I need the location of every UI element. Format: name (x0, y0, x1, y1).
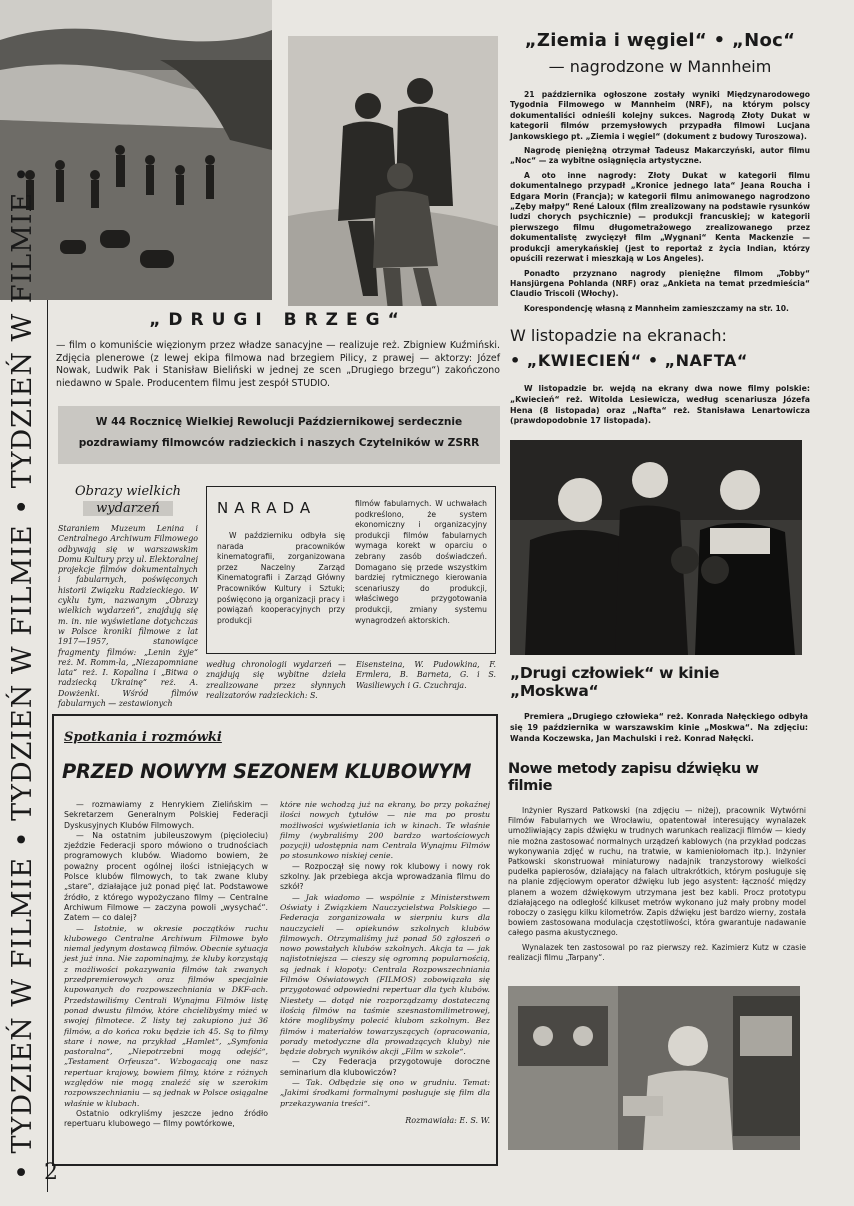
photo-engineer-patkowski (508, 986, 800, 1150)
spotkania-column-1 (64, 800, 268, 1130)
sidebar-tydzien-w-filmie (0, 165, 48, 1192)
listopad-text: W listopadzie br. wejdą na ekrany dwa nowe filmy polskie: „Kwiecień“ reż. Witolda Lesiewicza, według scenariusza Józefa Hena (8 listopada) oraz „Nafta“ reż. Stanisława Lenartowicza (prawdopodobnie 17 listopada). (510, 384, 810, 426)
spotkania-paragraph: — Czy Federacja przygotowuje doroczne seminarium dla klubowiczów? (280, 1057, 490, 1077)
narada-column-1: W październiku odbyła się narada pracowników kinematografii, zorganizowana przez Naczelny Zarząd Kinematografii i Zarząd Główny Pracowników Kultury i Sztuki; poświęcono ją organizacji pracy i powiązań kooperacyjnych przy produkcji (217, 531, 345, 625)
drugi-brzeg-section (56, 310, 500, 390)
obrazy-article (58, 484, 198, 709)
mannheim-correspondence-note: Korespondencję własną z Mannheim zamieszczamy na str. 10. (524, 303, 789, 313)
sidebar-vertical-text: • TYDZIEŃ W FILMIE • TYDZIEŃ W FILMIE • TYDZIEŃ W FILMIE • (7, 165, 38, 1180)
obrazy-continuation: według chronologii wydarzeń — znajdują się wybitne dzieła zrealizowane przez słynnych realizatorów radzieckich: S. (206, 660, 346, 700)
photo-film-crew-riverbank (0, 0, 272, 300)
zapis-paragraph: Inżynier Ryszard Patkowski (na zdjęciu — niżej), pracownik Wytwórni Filmów Fabularnych we Wrocławiu, opatentował interesujący wynalazek umożliwiający zapis dźwięku w trudnych warunkach realizacji filmów — kiedy nie można zastosować normalnych urządzeń kablowych (na przykład podczas wykonywania zdjęć w ruchu, na tratwie, w kamieniołomach itp.). Inżynier Patkowski skonstruował miniaturowy nadajnik tranzystorowy wielkości pudełka papierosów, działający na falach ultrakrótkich, którym posługuje się na planie zdjęciowym operator dźwięku lub jego asystent: łączność między planem a wozem dźwiękowym utrzymana jest bez kabli. Procz prototypu działającego na odległość kilkuset metrów wykonano już mały probny model roboczy o zasięgu kilku kilometrów. Zapis dźwięku jest bardzo wierny, została bowiem zastosowana modulacja częstotliwości, która gwarantuje nadawanie całego pasma akustycznego. (508, 806, 806, 938)
drugi-czlowiek-text: Premiera „Drugiego człowieka“ reż. Konrada Nałęckiego odbyła się 19 października w warszawskim kinie „Moskwa“. Na zdjęciu: Wanda Koczewska, Jan Machulski i reż. Konrad Nałęcki. (510, 712, 808, 743)
spotkania-column-2 (280, 800, 490, 1126)
photo-engineer-image (508, 986, 800, 1150)
listopad-heading: W listopadzie na ekranach: (510, 326, 727, 345)
listopad-title: • „KWIECIEŃ“ • „NAFTA“ (510, 351, 748, 370)
drugi-czlowiek-title: „Drugi człowiek“ w kinie „Moskwa“ (510, 664, 720, 700)
mannheim-paragraph: Nagrodę pieniężną otrzymał Tadeusz Makarczyński, autor filmu „Noc“ — za wybitne osiągnięcia artystyczne. (510, 146, 810, 166)
photo-actors-scene (288, 36, 498, 306)
spotkania-paragraph: Ostatnio odkryliśmy jeszcze jedno źródło repertuaru klubowego — filmy powtórkowe, (64, 1108, 268, 1129)
photo-premiere-image (510, 440, 802, 655)
spotkania-paragraph: — Rozpoczął się nowy rok klubowy i nowy rok szkolny. Jak przebiega akcja wprowadzania filmu do szkół? (280, 861, 490, 892)
zapis-dzwieku-article (508, 760, 806, 963)
narada-column-2: filmów fabularnych. W uchwałach podkreślono, że system ekonomiczny i organizacyjny produkcji filmów fabularnych wymaga korekt w oparciu o zebrany zasób doświadczeń. Domagano się przede wszystkim bardziej rytmicznego kierowania scenariuszy do produkcji, właściwego przygotowania produkcji, zmiany systemu wynagrodzeń aktorskich. (355, 499, 487, 625)
mannheim-paragraph: 21 października ogłoszone zostały wyniki Międzynarodowego Tygodnia Filmowego w Mannheim (NRF), na którym polscy dokumentaliści odnieśli kolejny sukces. Nagrodą Złoty Dukat w kategorii filmów przemysłowych przypadła filmowi Lucjana Jankowskiego pt. „Ziemia i węgiel“ (dokument z budowy Turoszowa). (510, 90, 810, 141)
spotkania-paragraph: — rozmawiamy z Henrykiem Zielińskim — Sekretarzem Generalnym Polskiej Federacji Dyskusyjnych Klubów Filmowych. (64, 800, 268, 830)
spotkania-signature: Rozmawiała: E. S. W. (405, 1115, 490, 1125)
zapis-paragraph: Wynalazek ten zastosowal po raz pierwszy reż. Kazimierz Kutz w czasie realizacji filmu „Tarpany“. (508, 942, 806, 962)
mannheim-title-line1: „Ziemia i węgiel“ • „Noc“ (524, 30, 796, 51)
spotkania-paragraph: — Jak wiadomo — wspólnie z Ministerstwem Oświaty i Związkiem Nauczycielstwa Polskiego — Federacja zorganizowała w sierpniu kurs dla nauczycieli — opiekunów szkolnych klubów filmowych. Otrzymaliśmy już ponad 50 zgłoszeń o nowo powstałych klubów szkolnych. Akcja ta — jak najistotniejsza — cieszy się ogromną popularnością, są jednak i kłopoty: Centrala Rozpowszechniania Filmów Oświatowych (FILMOS) zobowiązała się przygotować odpowiedni repertuar dla tych klubów. Niestety — dotąd nie rozporządzamy dostateczną ilością filmów na taśmie szesnastomilimetrowej, które moglibyśmy polecić klubom szkolnym. Bez filmów i materiałów towarzyszących (opracowania, porady metodyczne dla prowadzących kluby) nie będzie dobrych wyników akcji „Film w szkole“. (280, 892, 490, 1057)
mannheim-paragraph: Ponadto przyznano nagrody pieniężne filmom „Tobby“ Hansjürgena Pohlanda (NRF) oraz „Ankieta na temat przedmieścia“ Claudio Triscoli (Włochy). (510, 268, 810, 299)
mannheim-article (510, 30, 810, 314)
zapis-title: Nowe metody zapisu dźwięku w filmie (508, 760, 759, 794)
narada-title: NARADA (217, 499, 317, 517)
narada-box (206, 486, 496, 654)
drugi-brzeg-caption: — film o komuniście więzionym przez władze sanacyjne — realizuje reż. Zbigniew Kuźmiński. Zdjęcia plenerowe (z lewej ekipa filmowa nad brzegiem Pilicy, z prawej — aktorzy: Józef Nowak, Ludwik Pak i Stanisław Bieliński w jednej ze scen „Drugiego brzegu“) zakończono niedawno w Spale. Producentem filmu jest zespół STUDIO. (56, 340, 500, 389)
drugi-czlowiek-section (510, 664, 808, 744)
obrazy-title-line2: wydarzeń (83, 501, 173, 516)
drugi-brzeg-title: „DRUGI BRZEG“ (149, 310, 407, 330)
rocznica-text: W 44 Rocznicę Wielkiej Rewolucji Październikowej serdecznie pozdrawiamy filmowców radzieckich i naszych Czytelników w ZSRR (78, 416, 480, 449)
photo-actors-image (288, 36, 498, 306)
page-number: 2 (44, 1160, 58, 1185)
photo-premiere-moskwa (510, 440, 802, 655)
rocznica-banner (58, 406, 500, 464)
spotkania-paragraph: — Istotnie, w okresie początków ruchu klubowego Centralne Archiwum Filmowe było niemal jedynym dostawcą filmów. Obecnie sytuacja jest już inna. Nie zapominajmy, że kluby korzystają z możliwości pokazywania filmów tak zwanych przedpremierowych oraz filmów specjalnie kupowanych do rozpowszechniania w DKF-ach. Przedstawiliśmy Centrali Wynajmu Filmów listę ponad dwustu filmów, które chcielibyśmy mieć w swojej filmotece. Z listy tej zakupiono już 36 filmów, a do końca roku będzie ich 45. Są to filmy stare i nowe, na przykład „Hamlet“, „Symfonia pastoralna“, „Niepotrzebni mogą odejść“, „Testament Orfeusza“. Wzbogacają one nasz repertuar krajowy, bowiem filmy, które z różnych względów nie mogą znaleźć się w szerokim rozpowszechnianiu — są jednak w Polsce osiągalne właśnie w klubach. (64, 923, 268, 1108)
mannheim-title-line2: — nagrodzone w Mannheim (548, 57, 772, 76)
spotkania-paragraph: — Na ostatnim jubileuszowym (pięcioleciu) zjeździe Federacji sporo mówiono o trudnościach programowych klubów. Wiadomo bowiem, że poważny procent ogólnej ilości istniejących w Polsce klubów filmowych, to tak zwane kluby „stare“, działające już ponad pięć lat. Podstawowe źródło, z którego wypożyczano filmy — Centralne Archiwum Filmowe — zaczyna powoli „wysychać“. Zatem — co dalej? (64, 830, 268, 923)
spotkania-box (52, 714, 498, 1166)
photo-film-crew-image (0, 0, 272, 300)
spotkania-paragraph: które nie wchodzą już na ekrany, bo przy pokaźnej ilości nowych tytułów — nie ma po prostu możliwości wyświetlania ich w kinach. Te właśnie filmy (wybraliśmy 200 bardzo wartościowych pozycji) udostępnia nam Centrala Wynajmu Filmów po stosunkowo niskiej cenie. (280, 800, 490, 861)
spotkania-title: PRZED NOWYM SEZONEM KLUBOWYM (62, 760, 472, 783)
narada-continuation: Eisensteina, W. Pudowkina, F. Ermlera, B. Barneta, G. i S. Wasiliewych i G. Czuchraja. (356, 660, 496, 690)
obrazy-title-line1: Obrazy wielkich (74, 484, 182, 499)
obrazy-text: Staraniem Muzeum Lenina i Centralnego Archiwum Filmowego odbywają się w warszawskim Domu Kultury przy ul. Elektoralnej projekcje filmów dokumentalnych i fabularnych, poświęconych historii Związku Radzieckiego. W cyklu tym, nazwanym „Obrazy wielkich wydarzeń“, znajdują się m. in. nie wyświetlane dotychczas w Polsce kroniki filmowe z lat 1917—1957, stanowiące fragmenty filmów: „Lenin żyje“ reż. M. Romm-la, „Niezapomniane lata“ reż. I. Kopalina i „Bitwa o radziecką Ukrainę“ reż. A. Dowżenki. Wśród filmów fabularnych — zestawionych (58, 524, 198, 709)
listopad-section (510, 326, 810, 427)
spotkania-label: Spotkania i rozmówki (64, 730, 222, 745)
mannheim-paragraph: A oto inne nagrody: Złoty Dukat w kategorii filmu dokumentalnego przypadł „Kronice jednego lata“ Jeana Roucha i Edgara Morin (Francja); w kategorii filmu animowanego nagrodzono „Zęby małpy“ René Laloux (film zrealizowany na podstawie rysunków ludzi chorych psychicznie) — produkcji francuskiej; w kategorii pierwszego filmu długometrażowego zrealizowanego przez dokumentalistę zwycięzył film „Wygnani“ Kenta Mackenzie — produkcji amerykańskiej (jest to reportaż z życia Indian, którzy opuścili rezerwat i mieszkają w Los Angeles). (510, 170, 810, 264)
spotkania-paragraph: — Tak. Odbędzie się ono w grudniu. Temat: „Jakimi środkami formalnymi posługuje się film dla przekazywania treści“. (280, 1078, 490, 1108)
